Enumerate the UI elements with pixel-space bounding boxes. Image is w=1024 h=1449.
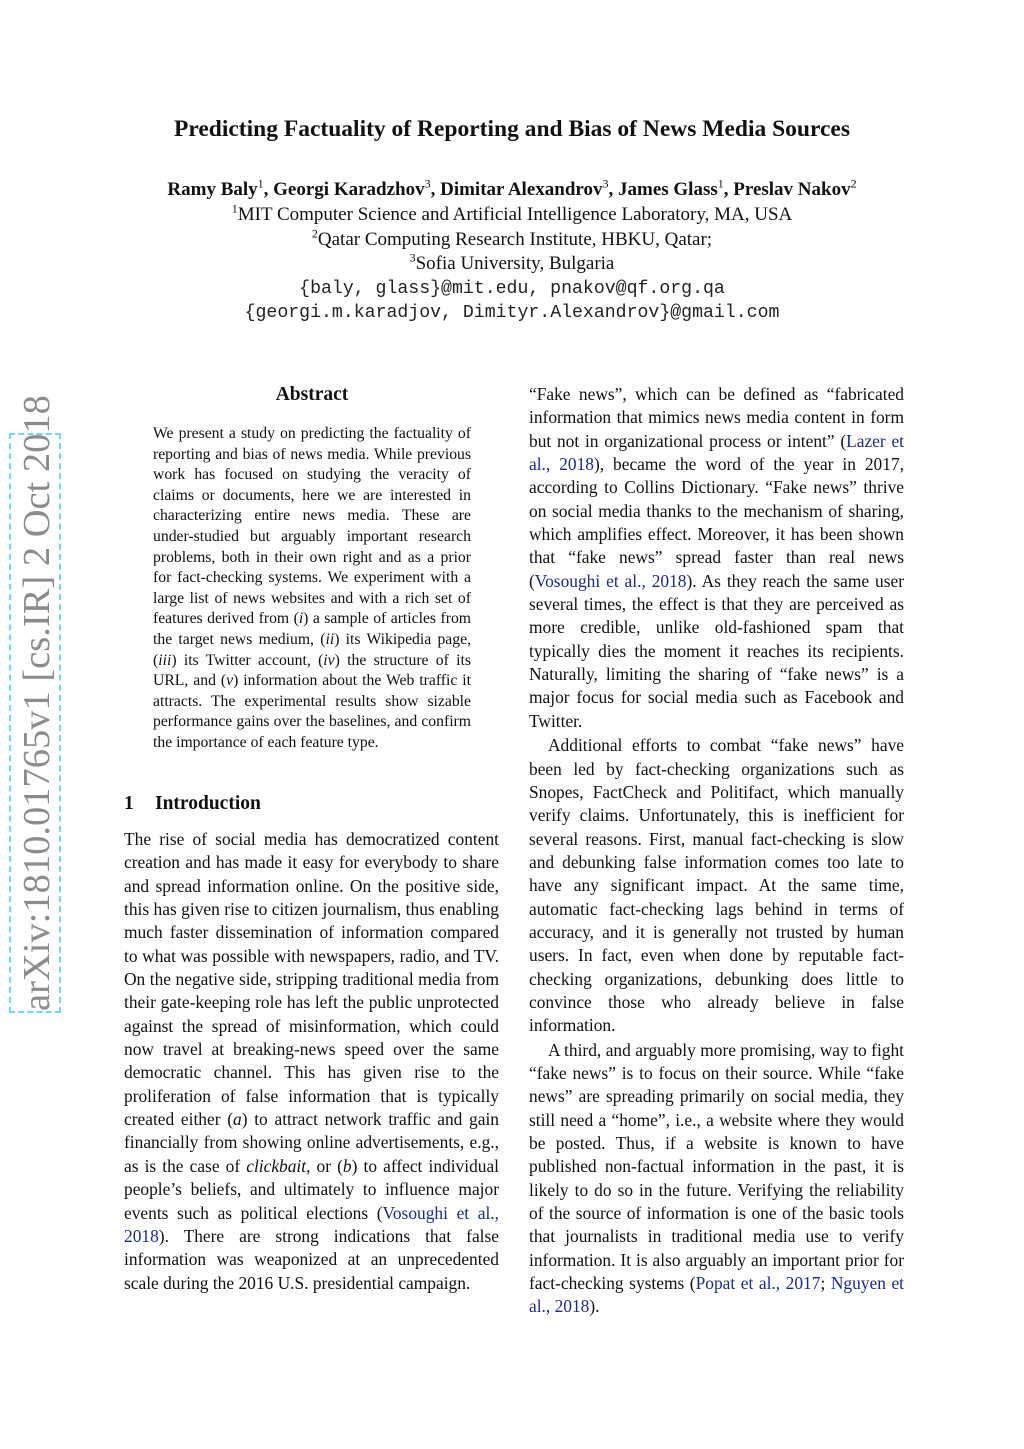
- body-text: The rise of social media has democratized content creation and has made it easy for everybody to share and spread information online. On the positive side, this has given rise to citizen journalism, thus enabling much faster dissemination of information compared to what was possible with newspapers, radio, and TV. On the negative side, stripping traditional media from their gate-keeping role has left the public unprotected against the spread of misinformation, which could now travel at breaking-news speed over the same democratic channel. This has given rise to the proliferation of false information that is typically created either (: [124, 829, 499, 1130]
- paragraph: [124, 828, 499, 1295]
- arxiv-identifier-stamp: [9, 395, 58, 1011]
- author-affiliation-mark: 1: [717, 176, 724, 191]
- enum-marker: v: [226, 672, 234, 690]
- enum-marker: iv: [323, 651, 335, 669]
- enum-marker: a: [233, 1109, 242, 1130]
- paper-title: Predicting Factuality of Reporting and Bias of News Media Sources: [173, 116, 851, 142]
- affiliation-number: 3: [409, 250, 416, 265]
- body-text: , or (: [306, 1155, 343, 1176]
- author-affiliation-mark: 3: [424, 176, 431, 191]
- body-text: ).: [589, 1296, 600, 1317]
- abstract-text: ) the structure of its URL, and (: [153, 651, 471, 690]
- enum-marker: i: [298, 610, 304, 628]
- author-name: James Glass: [618, 179, 718, 200]
- author-name: Dimitar Alexandrov: [440, 179, 603, 200]
- author-affiliation-mark: 1: [257, 176, 264, 191]
- affiliation-text: Sofia University, Bulgaria: [415, 253, 615, 274]
- section-heading: [124, 793, 261, 815]
- author-affiliation-mark: 2: [850, 176, 857, 191]
- abstract-text: ) its Twitter account, (: [171, 651, 324, 669]
- paragraph: [529, 383, 904, 733]
- author-name: Preslav Nakov: [733, 179, 851, 200]
- abstract-text: We present a study on predicting the factuality of reporting and bias of news media. While previous work has focused on studying the veracity of claims or documents, here we are interested in characterizing entire news media. These are under-studied but arguably important research problems, both in their own right and as a prior for fact-checking systems. We experiment with a large list of news websites and with a rich set of features derived from (: [153, 425, 471, 628]
- abstract-text: ) its Wikipedia page, (: [153, 630, 471, 669]
- author-name: Ramy Baly: [167, 179, 258, 200]
- body-text: ). As they reach the same user several times, the effect is that they are perceived as more credible, unlike old-fashioned spam that typically dies the moment it reaches its recipients. Naturally, limiting the sharing of “fake news” is a major focus for social media such as Facebook and Twitter.: [529, 570, 904, 731]
- author-list: Ramy Baly$^1$, Georgi Karadzhov$^3$, Dimitar Alexandrov$^3$, James Glass$^1$, Preslav Nakov$^2$: [167, 176, 857, 200]
- affiliation-number: 1: [231, 201, 238, 216]
- abstract-body: [153, 424, 471, 754]
- section-number: 1: [124, 793, 134, 814]
- affiliation: [0, 201, 1024, 226]
- author-name: Georgi Karadzhov: [273, 179, 425, 200]
- affiliation-text: Qatar Computing Research Institute, HBKU, Qatar;: [317, 229, 713, 250]
- citation-link[interactable]: Popat et al., 2017: [695, 1273, 821, 1294]
- emphasis-term: clickbait: [246, 1155, 307, 1176]
- enum-marker: iii: [158, 651, 172, 669]
- citation-link[interactable]: Vosoughi et al., 2018: [124, 1202, 499, 1246]
- email-line: {baly, glass}@mit.edu, pnakov@qf.org.qa: [299, 279, 725, 299]
- abstract-text: ) a sample of articles from the target news medium, (: [153, 610, 471, 648]
- body-text: “Fake news”, which can be defined as “fabricated information that mimics news media content in form but not in organizational process or intent” (: [529, 384, 904, 451]
- arxiv-id: arXiv:1810.01765v1 [cs.IR] 2 Oct 2018: [9, 433, 61, 1013]
- body-text: ). There are strong indications that false information was weaponized at an unprecedented scale during the 2016 U.S. presidential campaign.: [124, 1225, 499, 1293]
- enum-marker: ii: [325, 630, 335, 648]
- affiliation-number: 2: [311, 226, 318, 241]
- abstract-heading: Abstract: [275, 384, 349, 405]
- body-text: ), became the word of the year in 2017, according to Collins Dictionary. “Fake news” thrive on social media thanks to the mechanism of sharing, which amplifies effect. Moreover, it has been shown that “fake news” spread faster than real news (: [529, 454, 904, 591]
- body-text: ) to attract network traffic and gain financially from showing online advertisements, e.g., as is the case of: [124, 1109, 499, 1176]
- author-affiliation-mark: 3: [602, 176, 609, 191]
- paragraph: Additional efforts to combat “fake news” have been led by fact-checking organizations such as Snopes, FactCheck and Politifact, which manually verify claims. Unfortunately, this is inefficient for several reasons. First, manual fact-checking is slow and debunking false information comes too late to have any significant impact. At the same time, automatic fact-checking lags behind in terms of accuracy, and it is generally not trusted by human users. In fact, even when done by reputable fact-checking organizations, debunking does little to convince those who already believe in false information.: [529, 735, 904, 1036]
- intro-right-column: [529, 383, 904, 1319]
- citation-link[interactable]: Nguyen et al., 2018: [529, 1273, 904, 1317]
- citation-link[interactable]: Lazer et al., 2018: [529, 430, 904, 475]
- affiliation: [0, 250, 1024, 275]
- enum-marker: b: [342, 1155, 352, 1176]
- section-title: Introduction: [155, 793, 261, 814]
- body-text: ;: [820, 1273, 831, 1294]
- paragraph: [529, 1039, 904, 1319]
- citation-link[interactable]: Vosoughi et al., 2018: [534, 570, 687, 591]
- body-text: ) to affect individual people’s beliefs, and ultimately to influence major events such as political elections (: [124, 1155, 500, 1223]
- body-text: A third, and arguably more promising, way to fight “fake news” is to focus on their source. While “fake news” are spreading primarily on social media, they still need a “home”, i.e., a website where they would be posted. Thus, if a website is known to have published non-factual information in the past, it is likely to do so in the future. Verifying the reliability of the source of information is one of the basic tools that journalists in traditional media use to verify information. It is also arguably an important prior for fact-checking systems (: [529, 1039, 904, 1294]
- email-line: {georgi.m.karadjov, Dimityr.Alexandrov}@gmail.com: [244, 303, 780, 323]
- affiliation-text: MIT Computer Science and Artificial Intelligence Laboratory, MA, USA: [237, 204, 793, 225]
- intro-left-column: [124, 828, 499, 1295]
- abstract-text: ) information about the Web traffic it attracts. The experimental results show sizable performance gains over the baselines, and confirm the importance of each feature type.: [153, 672, 471, 751]
- affiliation: [0, 226, 1024, 251]
